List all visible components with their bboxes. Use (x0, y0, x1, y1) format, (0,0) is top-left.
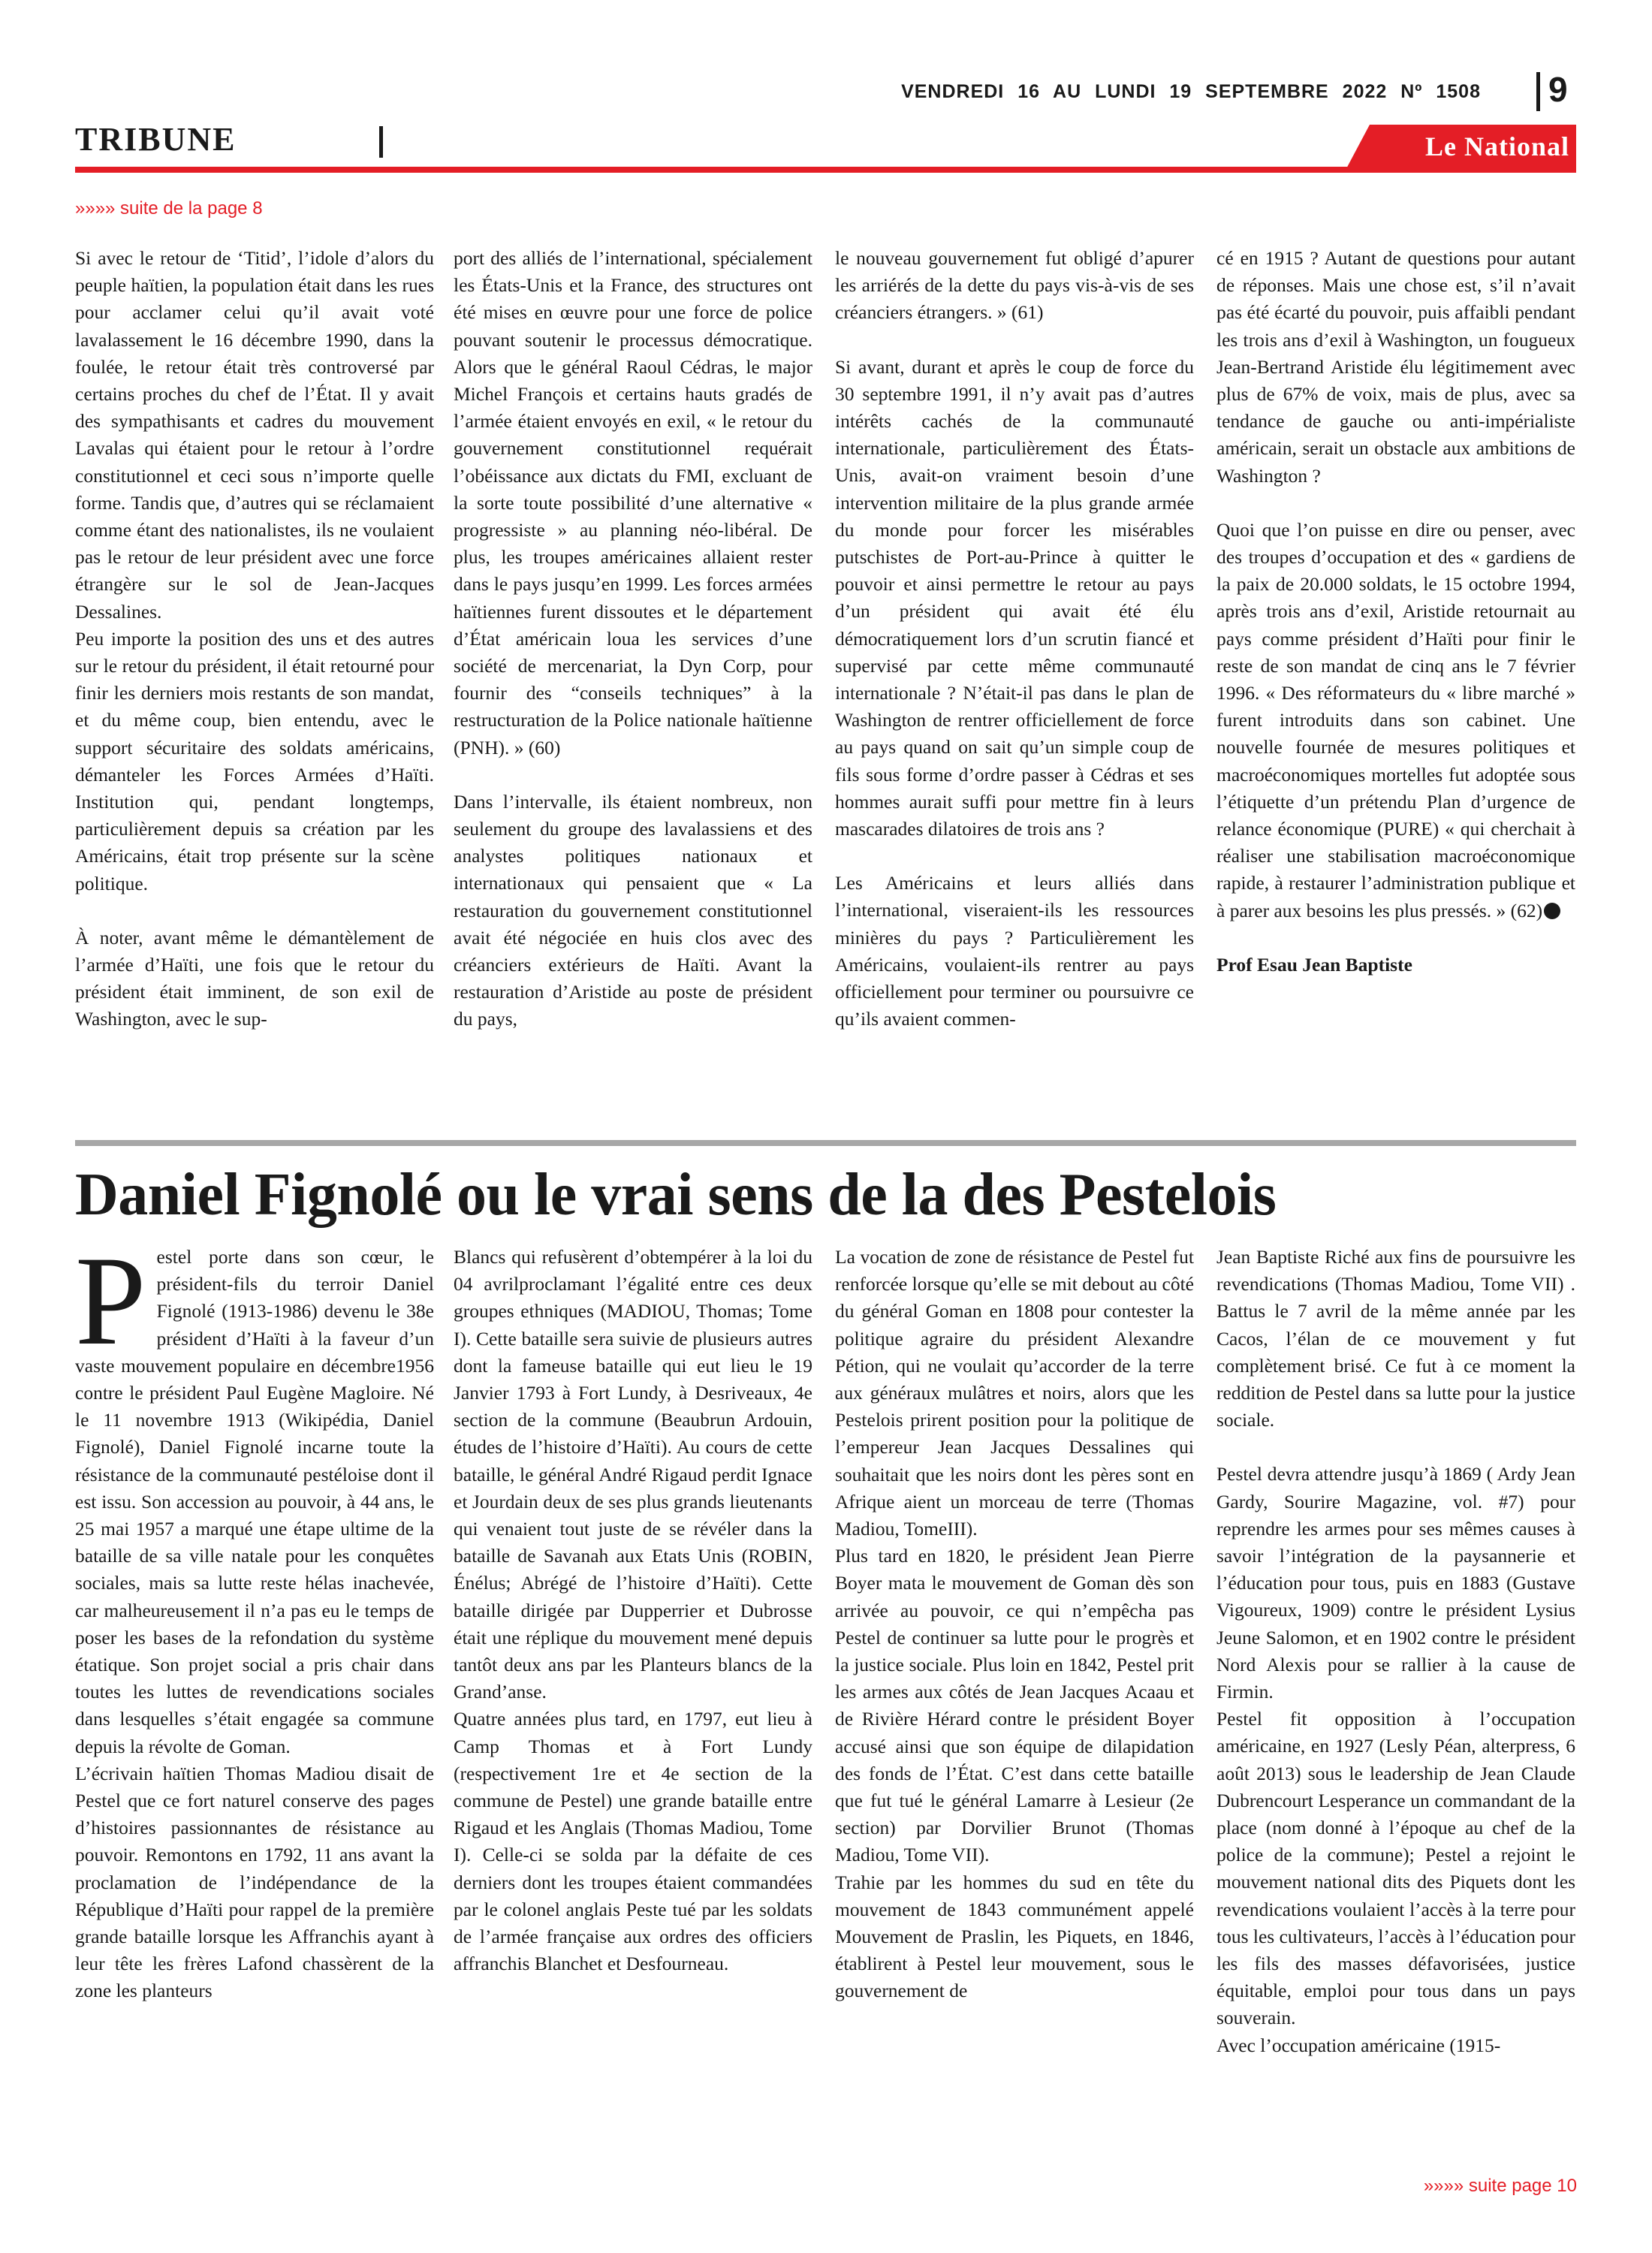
paragraph: Les Américains et leurs alliés dans l’international, viseraient-ils les ressources minières du pays ? Particulièrement les Américains, voulaient-ils rentrer au pays officiellement pour terminer ou poursuivre ce qu’ils avaient commen- (835, 872, 1194, 1030)
paragraph: Dans l’intervalle, ils étaient nombreux, non seulement du groupe des lavalassiens et des analystes politiques nationaux et internationaux qui pensaient que « La restauration du gouvernement constitutionnel avait été négociée en huis clos avec des créanciers extérieurs de Haïti. Avant la restauration d’Aristide au poste de président du pays, (454, 790, 812, 1030)
header-divider (1536, 72, 1540, 111)
drop-cap: P (75, 1230, 146, 1371)
article-column-4 (1216, 1244, 1575, 2059)
paragraph: Peu importe la position des uns et des autres sur le retour du président, il était retourné pour finir les derniers mois restants de son mandat, et du même coup, bien entendu, avec le support sécuritaire des soldats américains, démanteler les Forces Armées d’Haïti. Institution qui, pendant longtemps, particulièrement depuis sa création par les Américains, était trop présente sur la scène politique. (75, 627, 434, 894)
article-divider (75, 1140, 1576, 1146)
paragraph: Pestel fit opposition à l’occupation américaine, en 1927 (Lesly Péan, alterpress, 6 août 2013) sous le leadership de Jean Claude Dubrencourt Lesperance un commandant de la place (nom donné à l’époque au chef de la police de la commune); Pestel a rejoint le mouvement national dits des Piquets dont les revendications voulaient l’accès à la terre pour tous les cultivateurs, l’accès à l’éducation pour les fils des masses défavorisées, justice équitable, emploi pour tous dans un pays souverain. (1216, 1708, 1575, 2029)
paragraph: Trahie par les hommes du sud en tête du mouvement de 1843 communément appelé Mouvement de Praslin, les Piquets, en 1846, établirent à Pestel leur mouvement, sous le gouvernement de (835, 1871, 1194, 2002)
issue-date: VENDREDI 16 AU LUNDI 19 SEPTEMBRE 2022 Nº 1508 (901, 81, 1481, 102)
paragraph: Pestel devra attendre jusqu’à 1869 ( Ardy Jean Gardy, Sourire Magazine, vol. #7) pour reprendre les armes pour ses mêmes causes à savoir l’intégration de la paysannerie et l’éducation pour tous, puis en 1883 (Gustave Vigoureux, 1909) contre le président Lysius Jeune Salomon, et en 1902 contre le président Nord Alexis pour se rallier à la cause de Firmin. (1216, 1463, 1575, 1703)
paragraph: La vocation de zone de résistance de Pestel fut renforcée lorsque qu’elle se mit debout au côté du général Goman en 1808 pour contester la politique agraire du président Alexandre Pétion, qui ne voulait qu’accorder de la terre aux généraux mulâtres et noirs, alors que les Pestelois prirent position pour la politique de l’empereur Jean Jacques Dessalines qui souhaitait que les noirs dont les pères sont en Afrique aient un morceau de terre (Thomas Madiou, TomeIII). (835, 1246, 1194, 1540)
section-divider (379, 126, 383, 158)
paragraph: Quatre années plus tard, en 1797, eut lieu à Camp Thomas et à Fort Lundy (respectivement 1re et 4e section de la commune de Pestel) une grande bataille entre Rigaud et les Anglais (Thomas Madiou, Tome I). Celle-ci se solda par la défaite de ces derniers dont les troupes étaient commandées par le colonel anglais Peste tué par les soldats de l’armée française aux ordres des officiers affranchis Blanchet et Desfourneau. (454, 1708, 812, 1975)
article-column-2 (454, 1244, 812, 1977)
continued-to-link[interactable]: »»»» suite page 10 (1423, 2176, 1577, 2196)
top-article-column-1 (75, 245, 434, 1033)
top-article-column-3 (835, 245, 1194, 1033)
paragraph (1216, 517, 1575, 924)
article-column-1 (75, 1230, 434, 2005)
end-of-article-icon (1544, 903, 1560, 919)
paragraph-text: Quoi que l’on puisse en dire ou penser, avec des troupes d’occupation et des « gardiens de la paix de 20.000 soldats, le 15 octobre 1994, après trois ans d’exil, Aristide retournait au pays comme président d’Haïti pour finir le reste de son mandat de cinq ans le 7 février 1996. « Des réformateurs du « libre marché » furent introduits dans son cabinet. Une nouvelle fournée de mesures politiques et macroéconomiques mortelles fut adoptée sous l’étiquette d’un prétendu Plan d’urgence de relance économique (PURE) « qui cherchait à réaliser une stabilisation macroéconomique rapide, à restaurer l’administration publique et à parer aux besoins les plus pressés. » (62) (1216, 518, 1575, 921)
paragraph: Blancs qui refusèrent d’obtempérer à la loi du 04 avrilproclamant l’égalité entre ces deux groupes ethniques (MADIOU, Thomas; Tome I). Cette bataille sera suivie de plusieurs autres dont la fameuse bataille qui eut lieu le 19 Janvier 1793 à Fort Lundy, à Desriveaux, 4e section de la commune (Beaubrun Ardouin, études de l’histoire d’Haïti). Au cours de cette bataille, le général André Rigaud perdit Ignace et Jourdain deux de ses plus grands lieutenants qui venaient tout juste de se révéler dans la bataille de Savanah aux Etats Unis (ROBIN, Énélus; Abrégé de l’histoire d’Haïti). Cette bataille dirigée par Dupperrier et Dubrosse était une réplique du mouvement mené depuis tantôt deux ans par les Planteurs blancs de la Grand’anse. (454, 1246, 812, 1703)
paragraph: le nouveau gouvernement fut obligé d’apurer les arriérés de la dette du pays vis-à-vis de ses créanciers étrangers. » (61) (835, 247, 1194, 324)
top-article-column-4 (1216, 245, 1575, 979)
paragraph-text: estel porte dans son cœur, le président-fils du terroir Daniel Fignolé (1913-1986) devenu le 38e président d’Haïti à la faveur d’un vaste mouvement populaire en décembre1956 contre le président Paul Eugène Magloire. Né le 11 novembre 1913 (Wikipédia, Daniel Fignolé), Daniel Fignolé incarne toute la résistance de la communauté pestéloise dont il est issu. Son accession au pouvoir, à 44 ans, le 25 mai 1957 a marqué une étape ultime de la bataille de sa ville natale pour les conquêtes sociales, mais sa lutte reste hélas inachevée, car malheureusement il n’a pas eu le temps de poser les bases de la refondation du système étatique. Son projet social a pris chair dans toutes les luttes de revendications sociales dans lesquelles s’était engagée sa commune depuis la révolte de Goman. (75, 1246, 434, 1757)
top-article-column-2 (454, 245, 812, 1033)
paragraph: Si avant, durant et après le coup de force du 30 septembre 1991, il n’y avait pas d’autres intérêts cachés de la communauté internationale, particulièrement des États-Unis, avait-on vraiment besoin d’une intervention militaire de la plus grande armée du monde pour forcer les misérables putschistes de Port-au-Prince à quitter le pouvoir et ainsi permettre le retour au pays d’un président qui avait été élu démocratiquement lors d’un scrutin fiancé et supervisé par cette même communauté internationale ? N’était-il pas dans le plan de Washington de rentrer officiellement de force au pays quand on sait qu’un simple coup de fils sous forme d’ordre passer à Cédras et ses hommes aurait suffi pour mettre fin à leurs mascarades dilatoires de trois ans ? (835, 355, 1194, 840)
article-headline: Daniel Fignolé ou le vrai sens de la des Pestelois (75, 1162, 1277, 1228)
publication-name: Le National (1424, 131, 1569, 161)
paragraph (75, 1230, 434, 1760)
paragraph: À noter, avant même le démantèlement de l’armée d’Haïti, une fois que le retour du président était imminent, de son exil de Washington, avec le sup- (75, 926, 434, 1030)
paragraph: L’écrivain haïtien Thomas Madiou disait de Pestel que ce fort naturel conserve des pages d’histoires passionnantes de résistance au pouvoir. Remontons en 1792, 11 ans avant la proclamation de l’indépendance de la République d’Haïti pour rappel de la première grande bataille lorsque les Affranchis ayant à leur tête les frères Lafond chassèrent de la zone les planteurs (75, 1762, 434, 2002)
continued-from-link[interactable]: »»»» suite de la page 8 (75, 198, 263, 219)
page-number: 9 (1548, 70, 1568, 109)
paragraph: Si avec le retour de ‘Titid’, l’idole d’alors du peuple haïtien, la population était dans les rues pour acclamer celui qu’il avait voté lavalassement le 16 décembre 1990, dans la foulée, le retour était très controversé par certains proches du chef de l’État. Il y avait des sympathisants et cadres du mouvement Lavalas qui étaient pour le retour à l’ordre constitutionnel et ceci sous n’importe quelle forme. Tandis que, d’autres qui se réclamaient comme étant des nationalistes, ils ne voulaient pas le retour de leur président avec une force étrangère sur le sol de Jean-Jacques Dessalines. (75, 247, 434, 623)
paragraph: Plus tard en 1820, le président Jean Pierre Boyer mata le mouvement de Goman dès son arrivée au pouvoir, ce qui n’empêcha pas Pestel de continuer sa lutte pour le progrès et la justice sociale. Plus loin en 1842, Pestel prit les armes aux côtés de Jean Jacques Acaau et de Rivière Hérard contre le président Boyer accusé ainsi que son équipe de dilapidation des fonds de l’État. C’est dans cette bataille que fut tué le général Lamarre à Lesieur (2e section) par Dorvilier Brunot (Thomas Madiou, Tome VII). (835, 1545, 1194, 1866)
article-column-3 (835, 1244, 1194, 2005)
paragraph: Avec l’occupation américaine (1915- (1216, 2034, 1501, 2056)
paragraph: port des alliés de l’international, spécialement les États-Unis et la France, des structures ont été mises en œuvre pour une force de police pouvant soutenir le processus démocratique. Alors que le général Raoul Cédras, le major Michel François et certains hauts gradés de l’armée étaient envoyés en exil, « le retour du gouvernement constitutionnel requérait l’obéissance aux dictats du FMI, excluant de la sorte toute possibilité d’une alternative « progressiste » au planning néo-libéral. De plus, les troupes américaines allaient rester dans le pays jusqu’en 1999. Les forces armées haïtiennes furent dissoutes et le département d’État américain loua les services d’une société de mercenariat, la Dyn Corp, pour fournir des “conseils techniques” à la restructuration de la Police nationale haïtienne (PNH). » (60) (454, 247, 812, 759)
author-byline: Prof Esau Jean Baptiste (1216, 953, 1412, 976)
paragraph: Jean Baptiste Riché aux fins de poursuivre les revendications (Thomas Madiou, Tome VII) . Battus le 7 avril de la même année par les Cacos, l’élan de ce mouvement y fut complètement brisé. Ce fut à ce moment la reddition de Pestel dans sa lutte pour la justice sociale. (1216, 1246, 1575, 1431)
paragraph: cé en 1915 ? Autant de questions pour autant de réponses. Mais une chose est, s’il n’avait pas été écarté du pouvoir, puis affaibli pendant les trois ans d’exil à Washington, un fougueux Jean-Bertrand Aristide élu légitimement avec plus de 67% de voix, mais de plus, avec sa tendance de gauche ou anti-impérialiste américain, serait un obstacle aux ambitions de Washington ? (1216, 247, 1575, 487)
section-title: TRIBUNE (75, 121, 237, 158)
